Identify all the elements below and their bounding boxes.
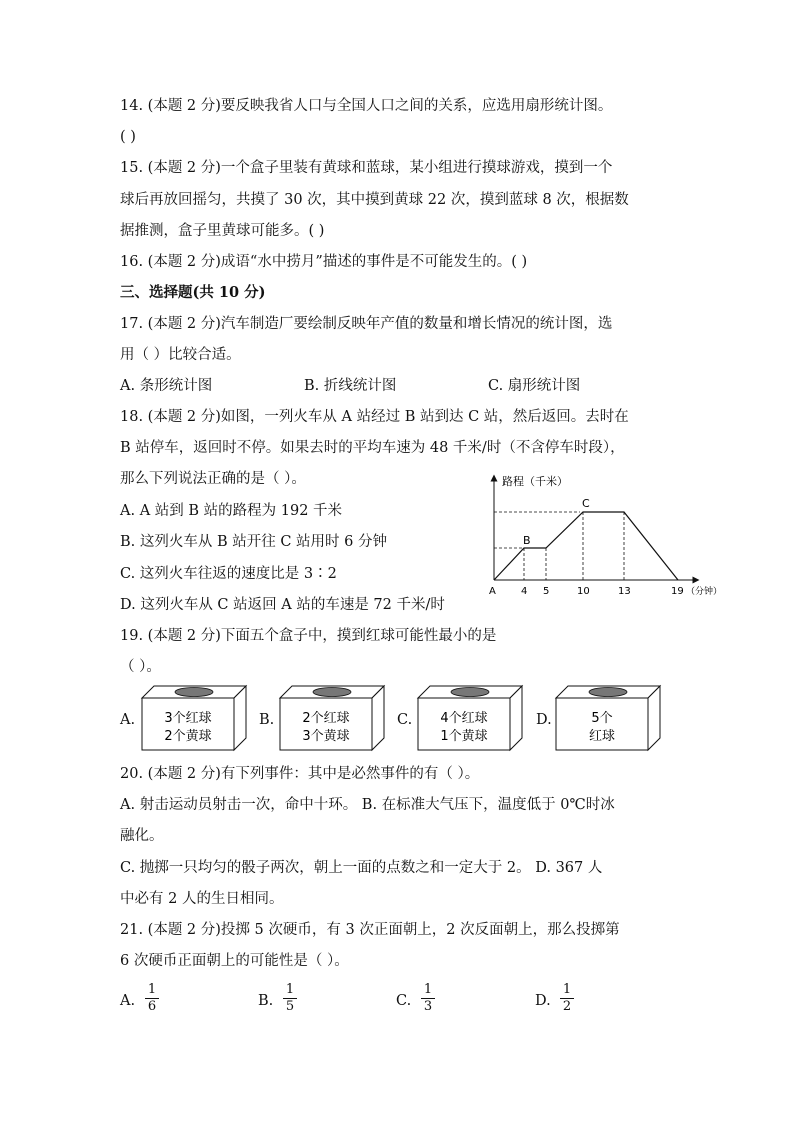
q18-option-d: D. 这列火车从 C 站返回 A 站的车速是 72 千米/时	[120, 597, 445, 613]
x-tick: 5	[543, 586, 550, 597]
point-label-c: C	[582, 497, 590, 510]
q21-option-d-letter: D.	[535, 993, 551, 1009]
q20-line3: 融化。	[120, 828, 164, 844]
q17-option-a: A. 条形统计图	[120, 378, 213, 394]
numerator: 1	[147, 982, 157, 997]
box-text-line2: 3个黄球	[302, 729, 350, 744]
q17-line1: 17. (本题 2 分)汽车制造厂要绘制反映年产值的数量和增长情况的统计图，选	[120, 316, 613, 332]
q21-option-c-letter: C.	[396, 993, 412, 1009]
q17-option-b: B. 折线统计图	[304, 378, 397, 394]
denominator: 5	[285, 999, 295, 1014]
q20-line4: C. 抛掷一只均匀的骰子两次，朝上一面的点数之和一定大于 2。 D. 367 人	[120, 860, 603, 876]
denominator: 3	[423, 999, 433, 1014]
q18-option-b: B. 这列火车从 B 站开往 C 站用时 6 分钟	[120, 534, 388, 550]
box-text-line2: 2个黄球	[164, 729, 212, 744]
q19-box-a-letter: A.	[120, 712, 136, 728]
ball-box-c	[418, 686, 522, 750]
box-opening	[175, 688, 213, 697]
q19-boxes-figure	[140, 684, 670, 754]
q15-line3: 据推测，盒子里黄球可能多。( )	[120, 223, 325, 239]
q18-line3: 那么下列说法正确的是（ ）。	[120, 471, 306, 487]
box-text-line2: 红球	[588, 729, 616, 744]
denominator: 2	[562, 999, 572, 1014]
q19-box-c-letter: C.	[397, 712, 413, 728]
x-tick: 10	[577, 586, 590, 597]
q18-option-a: A. A 站到 B 站的路程为 192 千米	[120, 503, 343, 519]
q19-line1: 19. (本题 2 分)下面五个盒子中，摸到红球可能性最小的是	[120, 628, 497, 644]
x-tick: 19	[671, 586, 684, 597]
q18-line2: B 站停车，返回时不停。如果去时的平均车速为 48 千米/时（不含停车时段），	[120, 440, 625, 456]
x-tick: 13	[618, 586, 631, 597]
origin-label: A	[489, 586, 496, 597]
q16-line1: 16. (本题 2 分)成语“水中捞月”描述的事件是不可能发生的。( )	[120, 254, 528, 270]
q18-option-c: C. 这列火车往返的速度比是 3∶2	[120, 566, 337, 582]
box-text-line1: 2个红球	[302, 711, 350, 726]
x-axis-unit: （分钟）	[686, 587, 723, 597]
q21-option-c-fraction	[421, 983, 435, 1014]
q21-option-a-fraction	[145, 983, 159, 1014]
numerator: 1	[423, 982, 433, 997]
numerator: 1	[285, 982, 295, 997]
ball-box-a	[142, 686, 246, 750]
box-text-line1: 4个红球	[440, 711, 488, 726]
q21-option-b-fraction	[283, 983, 297, 1014]
q14-line2: ( )	[120, 129, 136, 145]
q19-line2: （ ）。	[120, 659, 161, 675]
route-line	[494, 512, 678, 580]
q15-line1: 15. (本题 2 分)一个盒子里装有黄球和蓝球，某小组进行摸球游戏，摸到一个	[120, 160, 613, 176]
q17-option-c: C. 扇形统计图	[488, 378, 581, 394]
box-text-line1: 3个红球	[164, 711, 212, 726]
q21-option-b-letter: B.	[258, 993, 274, 1009]
q20-line5: 中必有 2 人的生日相同。	[120, 891, 284, 907]
box-opening	[313, 688, 351, 697]
box-opening	[589, 688, 627, 697]
q21-line2: 6 次硬币正面朝上的可能性是（ ）。	[120, 953, 349, 969]
q20-line1: 20. (本题 2 分)有下列事件：其中是必然事件的有（ ）。	[120, 766, 480, 782]
q21-option-d-fraction	[560, 983, 574, 1014]
q19-box-b-letter: B.	[259, 712, 275, 728]
ball-box-b	[280, 686, 384, 750]
q17-line2: 用（ ）比较合适。	[120, 347, 241, 363]
q21-line1: 21. (本题 2 分)投掷 5 次硬币，有 3 次正面朝上，2 次反面朝上，那么投掷第	[120, 922, 620, 938]
section-title: 三、选择题(共 10 分)	[120, 284, 266, 301]
q20-line2: A. 射击运动员射击一次，命中十环。 B. 在标准大气压下，温度低于 0℃时冰	[120, 797, 615, 813]
q18-distance-time-graph	[480, 468, 750, 603]
q15-line2: 球后再放回摇匀，共摸了 30 次，其中摸到黄球 22 次，摸到蓝球 8 次，根据数	[120, 192, 629, 208]
y-axis-label: 路程（千米）	[502, 475, 568, 488]
point-label-b: B	[523, 534, 531, 547]
denominator: 6	[147, 999, 157, 1014]
ball-box-d	[556, 686, 660, 750]
q18-line1: 18. (本题 2 分)如图，一列火车从 A 站经过 B 站到达 C 站，然后返回。去时在	[120, 409, 629, 425]
box-text-line2: 1个黄球	[440, 729, 488, 744]
box-opening	[451, 688, 489, 697]
q19-box-d-letter: D.	[536, 712, 552, 728]
box-text-line1: 5个	[591, 711, 613, 726]
numerator: 1	[562, 982, 572, 997]
q14-line1: 14. (本题 2 分)要反映我省人口与全国人口之间的关系，应选用扇形统计图。	[120, 98, 613, 114]
q21-option-a-letter: A.	[120, 993, 136, 1009]
x-tick: 4	[521, 586, 528, 597]
